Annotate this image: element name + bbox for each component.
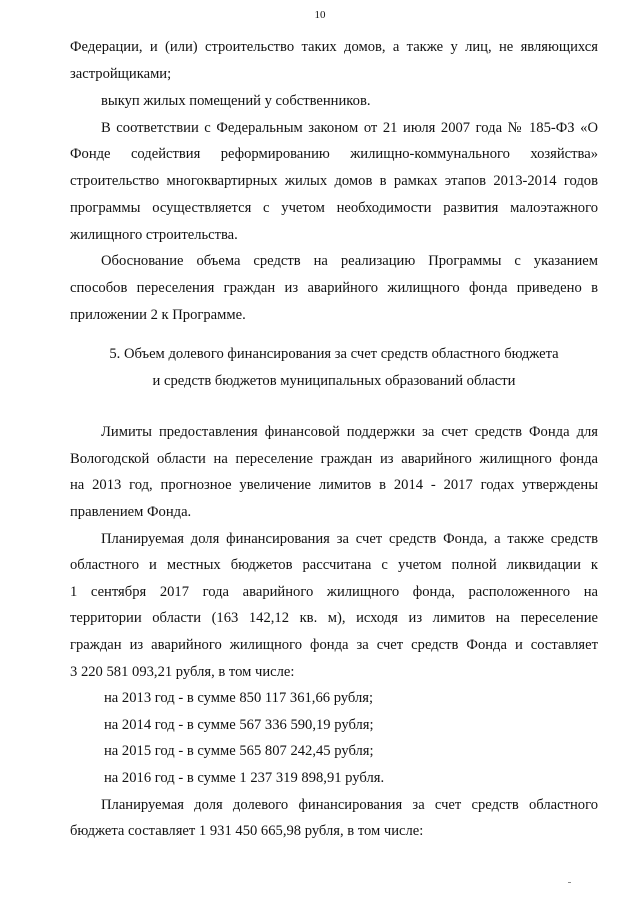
list-item: на 2014 год - в сумме 567 336 590,19 рубля;: [104, 717, 374, 733]
text-line: на 2013 год, прогнозное увеличение лимитов в 2014 - 2017 годах утверждены: [70, 477, 598, 493]
text-line: застройщиками;: [70, 66, 172, 82]
section-heading: и средств бюджетов муниципальных образований области: [152, 373, 516, 389]
list-item: на 2013 год - в сумме 850 117 361,66 рубля;: [104, 690, 374, 706]
list-item: на 2015 год - в сумме 565 807 242,45 рубля;: [104, 743, 374, 759]
text-line: Лимиты предоставления финансовой поддержки за счет средств Фонда для: [101, 424, 598, 440]
text-line: строительство многоквартирных жилых домов в рамках этапов 2013-2014 годов: [70, 173, 598, 189]
text-line: Фонде содействия реформированию жилищно-коммунального хозяйства»: [70, 146, 598, 162]
text-line: Федерации, и (или) строительство таких домов, а также у лиц, не являющихся: [70, 39, 598, 55]
text-line: правлением Фонда.: [70, 504, 192, 520]
text-line: программы осуществляется с учетом необходимости развития малоэтажного: [70, 200, 598, 216]
list-item: на 2016 год - в сумме 1 237 319 898,91 рубля.: [104, 770, 385, 786]
text-line: 1 сентября 2017 года аварийного жилищного фонда, расположенного на: [70, 584, 598, 600]
text-line: Планируемая доля долевого финансирования за счет средств областного: [101, 797, 598, 813]
page-number: 10: [314, 9, 326, 21]
section-heading: 5. Объем долевого финансирования за счет средств областного бюджета: [109, 346, 559, 362]
scan-speck: [568, 882, 571, 883]
text-line: приложении 2 к Программе.: [70, 307, 246, 323]
text-line: 3 220 581 093,21 рубля, в том числе:: [70, 664, 295, 680]
text-line: граждан из аварийного жилищного фонда за счет средств Фонда и составляет: [70, 637, 598, 653]
text-line: Обоснование объема средств на реализацию Программы с указанием: [101, 253, 598, 269]
text-line: выкуп жилых помещений у собственников.: [101, 93, 371, 109]
text-line: бюджета составляет 1 931 450 665,98 рубля, в том числе:: [70, 823, 424, 839]
text-line: жилищного строительства.: [70, 227, 238, 243]
text-line: областного и местных бюджетов рассчитана с учетом полной ликвидации к: [70, 557, 598, 573]
text-line: способов переселения граждан из аварийного жилищного фонда приведено в: [70, 280, 598, 296]
text-line: В соответствии с Федеральным законом от 21 июля 2007 года № 185-ФЗ «О: [101, 120, 598, 136]
text-line: Планируемая доля финансирования за счет средств Фонда, а также средств: [101, 531, 598, 547]
text-line: территории области (163 142,12 кв. м), исходя из лимитов на переселение: [70, 610, 598, 626]
text-line: Вологодской области на переселение граждан из аварийного жилищного фонда: [70, 451, 598, 467]
